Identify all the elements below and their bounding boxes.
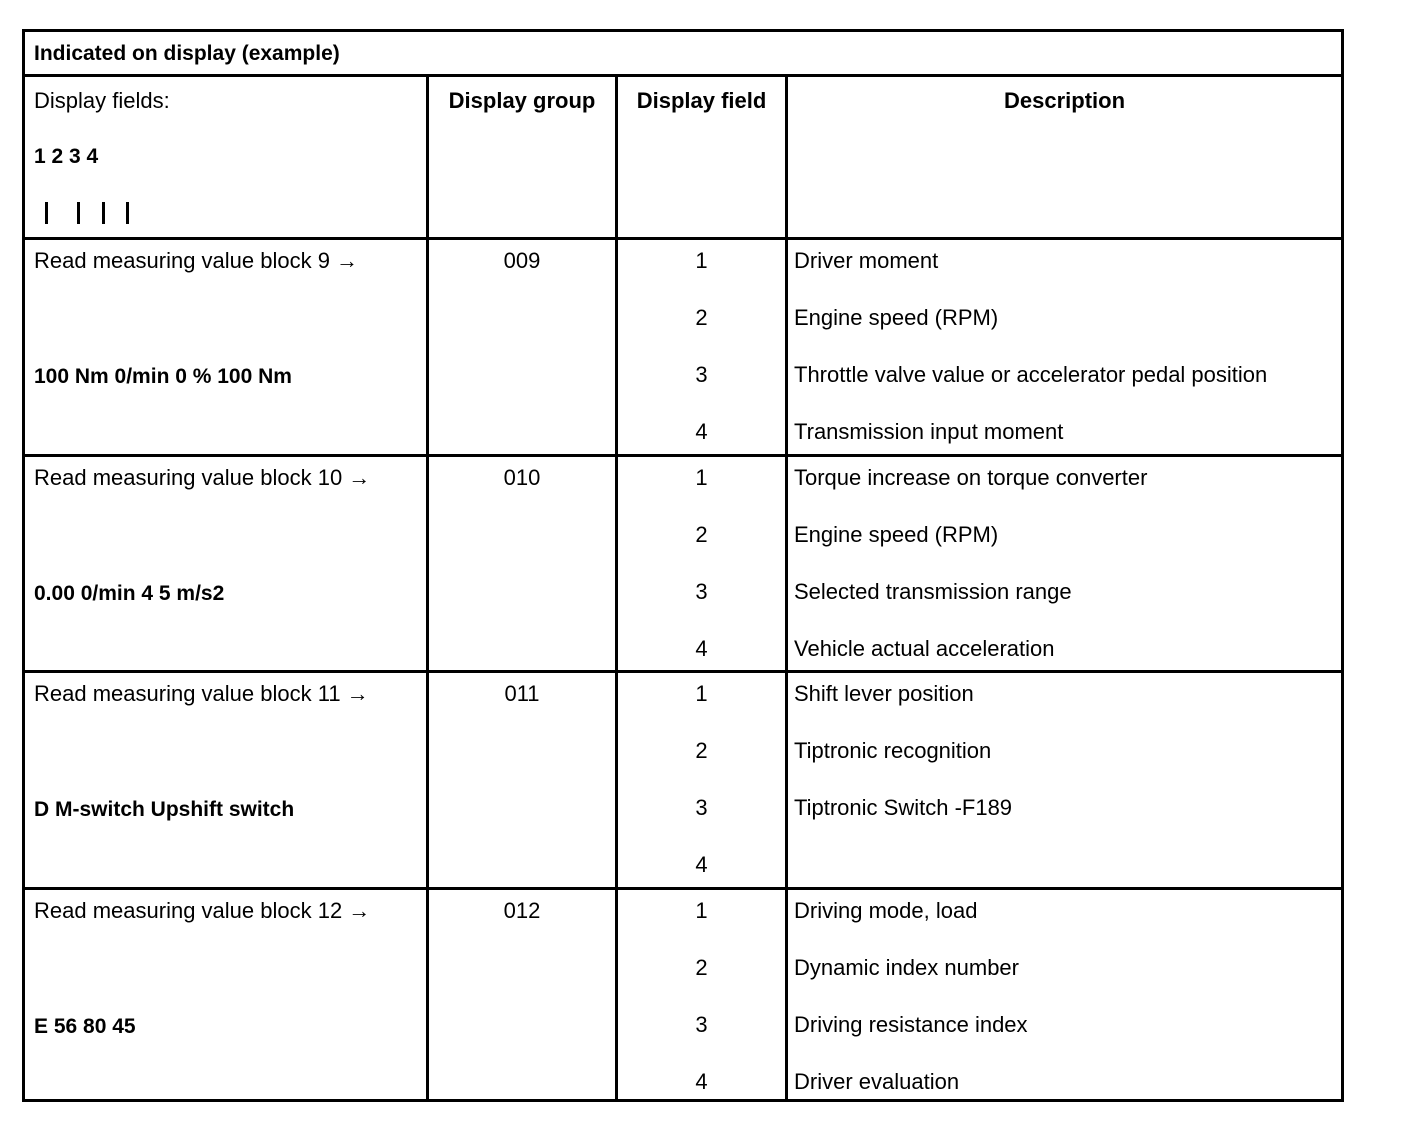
block-example-values: D M-switch Upshift switch bbox=[34, 798, 295, 821]
block-example-values: 100 Nm 0/min 0 % 100 Nm bbox=[34, 365, 292, 388]
field-description: Tiptronic recognition bbox=[794, 738, 992, 763]
display-group-value: 011 bbox=[504, 681, 540, 706]
field-pointer-line bbox=[126, 202, 129, 224]
field-description: Vehicle actual acceleration bbox=[794, 635, 1055, 661]
block-label: Read measuring value block 12 → bbox=[34, 897, 371, 923]
column-divider bbox=[426, 77, 429, 1102]
table-title: Indicated on display (example) bbox=[34, 42, 340, 65]
display-field-number: 2 bbox=[695, 738, 708, 763]
display-group-value: 012 bbox=[503, 897, 541, 923]
field-description: Shift lever position bbox=[794, 681, 974, 706]
field-pointer-line bbox=[45, 202, 48, 224]
column-header-display-field: Display field bbox=[636, 88, 767, 113]
display-group-value: 009 bbox=[503, 248, 541, 273]
display-field-number: 4 bbox=[695, 419, 708, 444]
measuring-value-table bbox=[22, 29, 1344, 1102]
field-description: Selected transmission range bbox=[794, 578, 1072, 604]
field-description: Torque increase on torque converter bbox=[794, 464, 1148, 490]
field-description: Dynamic index number bbox=[794, 954, 1019, 980]
display-field-number: 3 bbox=[695, 362, 708, 387]
column-header-description: Description bbox=[1003, 88, 1126, 113]
table-title-row bbox=[25, 32, 1341, 77]
field-description: Driving resistance index bbox=[794, 1011, 1028, 1037]
display-fields-label: Display fields: bbox=[34, 88, 170, 113]
display-field-number: 4 bbox=[695, 635, 708, 661]
block-label: Read measuring value block 9 → bbox=[34, 248, 359, 273]
display-field-number: 3 bbox=[695, 795, 708, 820]
field-description: Driver moment bbox=[794, 248, 939, 273]
row-divider bbox=[25, 670, 1341, 673]
field-description: Engine speed (RPM) bbox=[794, 305, 999, 330]
display-field-number: 1 bbox=[695, 897, 708, 923]
field-description: Driving mode, load bbox=[794, 897, 978, 923]
block-example-values: E 56 80 45 bbox=[34, 1014, 136, 1038]
field-description: Engine speed (RPM) bbox=[794, 521, 999, 547]
display-field-number: 1 bbox=[695, 248, 708, 273]
block-example-values: 0.00 0/min 4 5 m/s2 bbox=[34, 581, 225, 605]
row-divider bbox=[25, 237, 1341, 240]
column-divider bbox=[785, 77, 788, 1102]
display-field-number: 1 bbox=[695, 681, 708, 706]
field-pointer-line bbox=[77, 202, 80, 224]
field-description: Transmission input moment bbox=[794, 419, 1064, 444]
display-field-number: 4 bbox=[695, 1068, 708, 1094]
display-field-number: 3 bbox=[695, 1011, 708, 1037]
display-field-number: 4 bbox=[695, 852, 708, 877]
row-divider bbox=[25, 887, 1341, 890]
field-pointer-line bbox=[102, 202, 105, 224]
display-field-number: 2 bbox=[695, 305, 708, 330]
display-group-value: 010 bbox=[503, 464, 541, 490]
row-divider bbox=[25, 454, 1341, 457]
column-header-display-group: Display group bbox=[448, 88, 596, 113]
display-field-number: 2 bbox=[695, 521, 708, 547]
field-description: Driver evaluation bbox=[794, 1068, 960, 1094]
display-field-numbers: 1 2 3 4 bbox=[34, 145, 99, 168]
block-label: Read measuring value block 11 → bbox=[34, 681, 369, 706]
field-description: Tiptronic Switch -F189 bbox=[794, 795, 1013, 820]
display-field-number: 3 bbox=[695, 578, 708, 604]
display-field-number: 1 bbox=[695, 464, 708, 490]
block-label: Read measuring value block 10 → bbox=[34, 464, 371, 490]
display-field-number: 2 bbox=[695, 954, 708, 980]
field-description: Throttle valve value or accelerator pedal position bbox=[794, 362, 1268, 387]
